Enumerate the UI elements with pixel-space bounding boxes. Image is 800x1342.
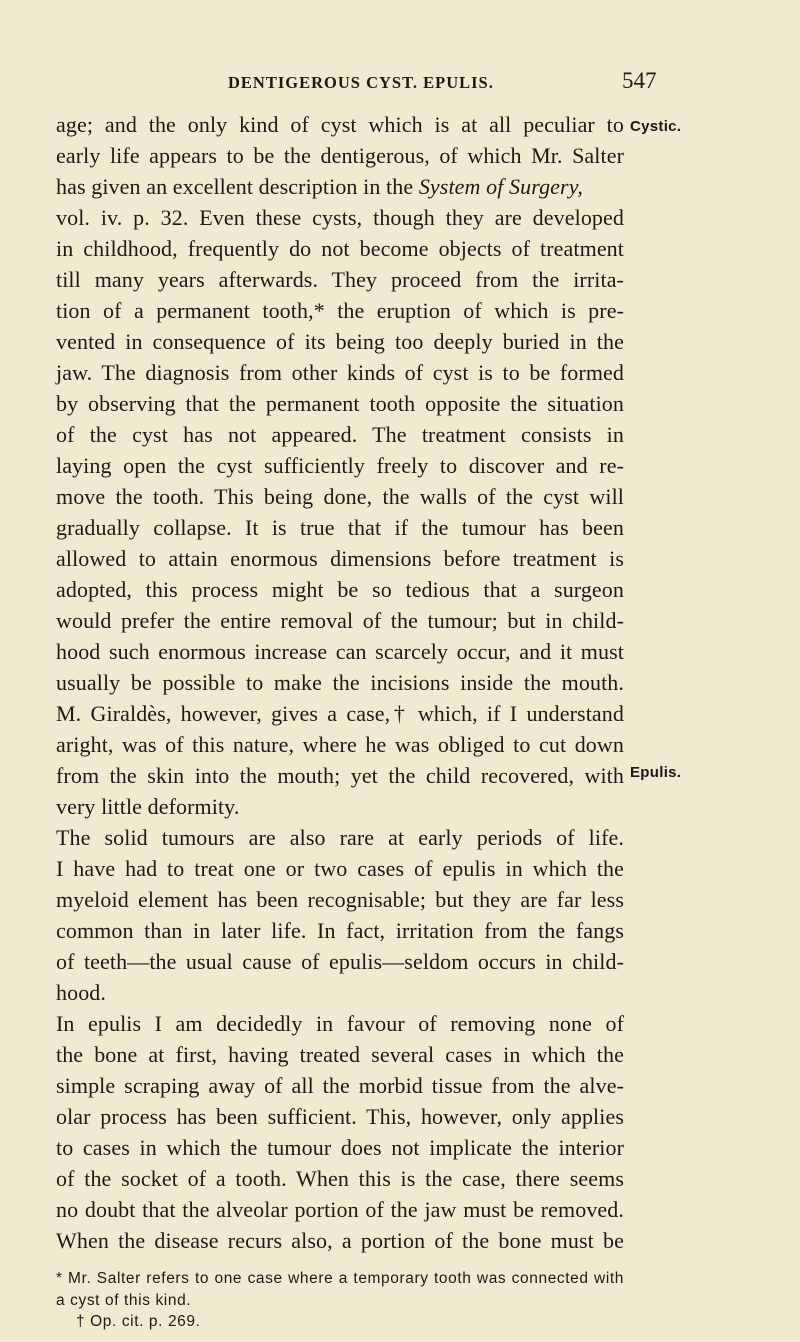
margin-note-cystic: Cystic. <box>630 118 682 135</box>
book-title-reference: System of Surgery, <box>418 174 583 199</box>
body-line-2: early life appears to be the dentigerous, of which Mr. Salter <box>56 143 624 168</box>
footnote-1-continued: a cyst of this kind. <box>56 1292 192 1309</box>
body-line-9: jaw. The diagnosis from other kinds of cyst is to be formed <box>56 360 624 385</box>
body-line-26: myeloid element has been recognisable; but they are far less <box>56 887 624 912</box>
body-line-16: adopted, this process might be so tedious that a surgeon <box>56 577 624 602</box>
body-line-5: in childhood, frequently do not become objects of treatment <box>56 236 624 261</box>
body-line-20: M. Giraldès, however, gives a case,† which, if I understand <box>56 701 624 726</box>
body-line-36: no doubt that the alveolar portion of the jaw must be removed. <box>56 1197 624 1222</box>
body-line-31: the bone at first, having treated several cases in which the <box>56 1042 624 1067</box>
body-line-1: age; and the only kind of cyst which is at all peculiar to <box>56 112 624 137</box>
body-line-22: from the skin into the mouth; yet the child recovered, with <box>56 763 624 788</box>
body-line-27: common than in later life. In fact, irritation from the fangs <box>56 918 624 943</box>
body-line-8: vented in consequence of its being too deeply buried in the <box>56 329 624 354</box>
body-line-35: of the socket of a tooth. When this is the case, there seems <box>56 1166 624 1191</box>
body-line-21: aright, was of this nature, where he was obliged to cut down <box>56 732 624 757</box>
body-line-15: allowed to attain enormous dimensions before treatment is <box>56 546 624 571</box>
body-line-11: of the cyst has not appeared. The treatment consists in <box>56 422 624 447</box>
body-line-17: would prefer the entire removal of the tumour; but in child- <box>56 608 624 633</box>
margin-note-epulis: Epulis. <box>630 764 682 781</box>
body-line-12: laying open the cyst sufficiently freely to discover and re- <box>56 453 624 478</box>
body-line-7: tion of a permanent tooth,* the eruption of which is pre- <box>56 298 624 323</box>
footnote-2: † Op. cit. p. 269. <box>76 1313 201 1330</box>
page-number: 547 <box>622 68 657 93</box>
body-line-24: The solid tumours are also rare at early periods of life. <box>56 825 624 850</box>
body-line-10: by observing that the permanent tooth opposite the situation <box>56 391 624 416</box>
body-line-3-text: has given an excellent description in the <box>56 174 414 199</box>
body-line-18: hood such enormous increase can scarcely occur, and it must <box>56 639 624 664</box>
body-line-14: gradually collapse. It is true that if the tumour has been <box>56 515 624 540</box>
running-title: DENTIGEROUS CYST. EPULIS. <box>228 73 494 92</box>
body-line-34: to cases in which the tumour does not implicate the interior <box>56 1135 624 1160</box>
body-line-3 <box>56 174 583 200</box>
body-line-6: till many years afterwards. They proceed from the irrita- <box>56 267 624 292</box>
body-line-23: very little deformity. <box>56 794 240 819</box>
body-line-29: hood. <box>56 980 106 1005</box>
body-line-28: of teeth—the usual cause of epulis—seldom occurs in child- <box>56 949 624 974</box>
body-line-33: olar process has been sufficient. This, however, only applies <box>56 1104 624 1129</box>
body-line-30: In epulis I am decidedly in favour of removing none of <box>56 1011 624 1036</box>
body-line-13: move the tooth. This being done, the walls of the cyst will <box>56 484 624 509</box>
body-line-19: usually be possible to make the incisions inside the mouth. <box>56 670 624 695</box>
body-line-37: When the disease recurs also, a portion of the bone must be <box>56 1228 624 1253</box>
body-line-4: vol. iv. p. 32. Even these cysts, though they are developed <box>56 205 624 230</box>
body-line-32: simple scraping away of all the morbid tissue from the alve- <box>56 1073 624 1098</box>
footnote-1: * Mr. Salter refers to one case where a temporary tooth was connected with <box>56 1270 624 1287</box>
body-line-25: I have had to treat one or two cases of epulis in which the <box>56 856 624 881</box>
